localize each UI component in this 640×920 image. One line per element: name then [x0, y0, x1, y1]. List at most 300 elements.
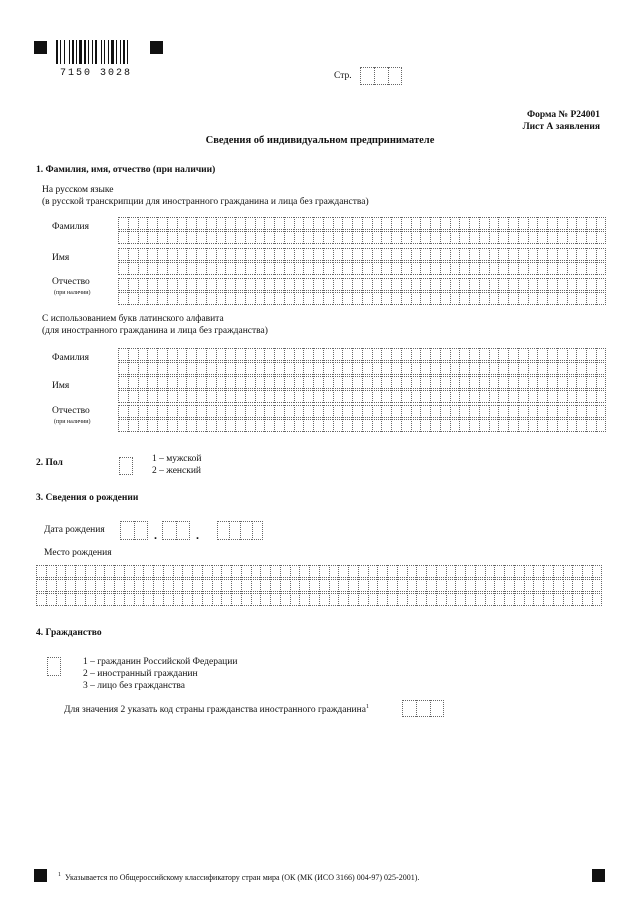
- input-cell[interactable]: [167, 292, 177, 305]
- input-cell[interactable]: [459, 376, 469, 389]
- input-cell[interactable]: [329, 579, 339, 592]
- input-cell[interactable]: [537, 348, 547, 361]
- input-cell[interactable]: [264, 217, 274, 230]
- input-cell[interactable]: [582, 579, 592, 592]
- input-cell[interactable]: [567, 278, 577, 291]
- input-cell[interactable]: [547, 217, 557, 230]
- input-cell[interactable]: [196, 419, 206, 432]
- input-cell[interactable]: [537, 262, 547, 275]
- input-cell[interactable]: [245, 292, 255, 305]
- input-cell[interactable]: [586, 419, 596, 432]
- input-cell[interactable]: [128, 362, 138, 375]
- input-cell[interactable]: [196, 362, 206, 375]
- input-cell[interactable]: [374, 67, 388, 85]
- input-cell[interactable]: [455, 565, 465, 578]
- input-cell[interactable]: [114, 593, 124, 606]
- input-cell[interactable]: [377, 565, 387, 578]
- input-cell[interactable]: [206, 248, 216, 261]
- input-cell[interactable]: [557, 348, 567, 361]
- input-cell[interactable]: [313, 262, 323, 275]
- input-cell[interactable]: [508, 376, 518, 389]
- input-cell[interactable]: [528, 292, 538, 305]
- input-cell[interactable]: [446, 579, 456, 592]
- input-cell[interactable]: [352, 292, 362, 305]
- input-cell[interactable]: [420, 262, 430, 275]
- input-cell[interactable]: [518, 292, 528, 305]
- input-cell[interactable]: [411, 292, 421, 305]
- input-cell[interactable]: [372, 217, 382, 230]
- input-cell[interactable]: [372, 348, 382, 361]
- input-cell[interactable]: [387, 579, 397, 592]
- input-cell[interactable]: [128, 262, 138, 275]
- input-cell[interactable]: [245, 278, 255, 291]
- input-cell[interactable]: [85, 593, 95, 606]
- input-cell[interactable]: [576, 390, 586, 403]
- input-cell[interactable]: [528, 231, 538, 244]
- input-cell[interactable]: [147, 217, 157, 230]
- input-cell[interactable]: [586, 405, 596, 418]
- input-cell[interactable]: [128, 248, 138, 261]
- input-cell[interactable]: [518, 376, 528, 389]
- input-cell[interactable]: [426, 565, 436, 578]
- input-cell[interactable]: [430, 292, 440, 305]
- input-cell[interactable]: [401, 248, 411, 261]
- input-cell[interactable]: [225, 217, 235, 230]
- input-cell[interactable]: [381, 390, 391, 403]
- input-cell[interactable]: [313, 248, 323, 261]
- input-cell[interactable]: [264, 376, 274, 389]
- ru-surname-field-line2[interactable]: [118, 231, 606, 244]
- input-cell[interactable]: [547, 390, 557, 403]
- input-cell[interactable]: [313, 362, 323, 375]
- input-cell[interactable]: [498, 231, 508, 244]
- input-cell[interactable]: [333, 217, 343, 230]
- input-cell[interactable]: [592, 579, 602, 592]
- input-cell[interactable]: [469, 405, 479, 418]
- input-cell[interactable]: [177, 348, 187, 361]
- input-cell[interactable]: [440, 292, 450, 305]
- input-cell[interactable]: [118, 348, 128, 361]
- input-cell[interactable]: [416, 579, 426, 592]
- input-cell[interactable]: [309, 579, 319, 592]
- input-cell[interactable]: [138, 348, 148, 361]
- input-cell[interactable]: [235, 248, 245, 261]
- input-cell[interactable]: [514, 579, 524, 592]
- input-cell[interactable]: [206, 405, 216, 418]
- input-cell[interactable]: [567, 419, 577, 432]
- input-cell[interactable]: [372, 405, 382, 418]
- input-cell[interactable]: [489, 292, 499, 305]
- input-cell[interactable]: [420, 248, 430, 261]
- input-cell[interactable]: [323, 419, 333, 432]
- input-cell[interactable]: [430, 362, 440, 375]
- input-cell[interactable]: [420, 419, 430, 432]
- input-cell[interactable]: [459, 262, 469, 275]
- input-cell[interactable]: [294, 217, 304, 230]
- input-cell[interactable]: [134, 565, 144, 578]
- ru-surname-field[interactable]: [118, 217, 606, 230]
- input-cell[interactable]: [167, 390, 177, 403]
- input-cell[interactable]: [147, 231, 157, 244]
- input-cell[interactable]: [221, 593, 231, 606]
- input-cell[interactable]: [596, 348, 606, 361]
- input-cell[interactable]: [489, 419, 499, 432]
- input-cell[interactable]: [36, 565, 46, 578]
- input-cell[interactable]: [235, 278, 245, 291]
- input-cell[interactable]: [270, 579, 280, 592]
- input-cell[interactable]: [333, 262, 343, 275]
- input-cell[interactable]: [479, 405, 489, 418]
- input-cell[interactable]: [303, 419, 313, 432]
- input-cell[interactable]: [411, 390, 421, 403]
- input-cell[interactable]: [225, 419, 235, 432]
- input-cell[interactable]: [225, 248, 235, 261]
- input-cell[interactable]: [138, 405, 148, 418]
- input-cell[interactable]: [563, 593, 573, 606]
- input-cell[interactable]: [147, 278, 157, 291]
- input-cell[interactable]: [157, 376, 167, 389]
- input-cell[interactable]: [255, 405, 265, 418]
- input-cell[interactable]: [401, 419, 411, 432]
- input-cell[interactable]: [128, 390, 138, 403]
- input-cell[interactable]: [479, 262, 489, 275]
- input-cell[interactable]: [147, 348, 157, 361]
- input-cell[interactable]: [528, 419, 538, 432]
- input-cell[interactable]: [518, 231, 528, 244]
- input-cell[interactable]: [186, 376, 196, 389]
- input-cell[interactable]: [128, 405, 138, 418]
- input-cell[interactable]: [479, 348, 489, 361]
- input-cell[interactable]: [245, 376, 255, 389]
- input-cell[interactable]: [270, 565, 280, 578]
- input-cell[interactable]: [216, 362, 226, 375]
- input-cell[interactable]: [518, 217, 528, 230]
- input-cell[interactable]: [489, 248, 499, 261]
- input-cell[interactable]: [586, 390, 596, 403]
- input-cell[interactable]: [284, 217, 294, 230]
- input-cell[interactable]: [440, 262, 450, 275]
- input-cell[interactable]: [303, 362, 313, 375]
- input-cell[interactable]: [543, 565, 553, 578]
- input-cell[interactable]: [294, 248, 304, 261]
- input-cell[interactable]: [553, 579, 563, 592]
- input-cell[interactable]: [319, 579, 329, 592]
- input-cell[interactable]: [255, 292, 265, 305]
- input-cell[interactable]: [124, 565, 134, 578]
- input-cell[interactable]: [235, 419, 245, 432]
- input-cell[interactable]: [508, 405, 518, 418]
- input-cell[interactable]: [221, 579, 231, 592]
- input-cell[interactable]: [440, 419, 450, 432]
- input-cell[interactable]: [557, 231, 567, 244]
- input-cell[interactable]: [553, 593, 563, 606]
- input-cell[interactable]: [313, 390, 323, 403]
- input-cell[interactable]: [284, 278, 294, 291]
- input-cell[interactable]: [596, 278, 606, 291]
- input-cell[interactable]: [489, 231, 499, 244]
- input-cell[interactable]: [225, 262, 235, 275]
- input-cell[interactable]: [489, 348, 499, 361]
- input-cell[interactable]: [157, 405, 167, 418]
- input-cell[interactable]: [225, 231, 235, 244]
- input-cell[interactable]: [245, 262, 255, 275]
- input-cell[interactable]: [202, 565, 212, 578]
- input-cell[interactable]: [528, 248, 538, 261]
- input-cell[interactable]: [157, 348, 167, 361]
- input-cell[interactable]: [553, 565, 563, 578]
- input-cell[interactable]: [508, 217, 518, 230]
- input-cell[interactable]: [294, 292, 304, 305]
- input-cell[interactable]: [163, 593, 173, 606]
- input-cell[interactable]: [450, 390, 460, 403]
- input-cell[interactable]: [596, 390, 606, 403]
- input-cell[interactable]: [323, 348, 333, 361]
- input-cell[interactable]: [342, 348, 352, 361]
- input-cell[interactable]: [391, 248, 401, 261]
- input-cell[interactable]: [303, 292, 313, 305]
- input-cell[interactable]: [567, 292, 577, 305]
- input-cell[interactable]: [157, 292, 167, 305]
- input-cell[interactable]: [255, 348, 265, 361]
- input-cell[interactable]: [596, 362, 606, 375]
- input-cell[interactable]: [479, 217, 489, 230]
- input-cell[interactable]: [128, 376, 138, 389]
- input-cell[interactable]: [134, 593, 144, 606]
- input-cell[interactable]: [206, 376, 216, 389]
- input-cell[interactable]: [582, 565, 592, 578]
- input-cell[interactable]: [426, 593, 436, 606]
- input-cell[interactable]: [47, 657, 61, 676]
- input-cell[interactable]: [255, 376, 265, 389]
- input-cell[interactable]: [225, 348, 235, 361]
- input-cell[interactable]: [436, 593, 446, 606]
- input-cell[interactable]: [157, 217, 167, 230]
- input-cell[interactable]: [284, 362, 294, 375]
- input-cell[interactable]: [118, 376, 128, 389]
- input-cell[interactable]: [294, 376, 304, 389]
- input-cell[interactable]: [430, 700, 444, 717]
- input-cell[interactable]: [186, 278, 196, 291]
- input-cell[interactable]: [294, 419, 304, 432]
- input-cell[interactable]: [494, 593, 504, 606]
- input-cell[interactable]: [528, 376, 538, 389]
- input-cell[interactable]: [323, 376, 333, 389]
- input-cell[interactable]: [206, 292, 216, 305]
- input-cell[interactable]: [85, 579, 95, 592]
- input-cell[interactable]: [411, 231, 421, 244]
- input-cell[interactable]: [362, 278, 372, 291]
- input-cell[interactable]: [489, 405, 499, 418]
- input-cell[interactable]: [255, 419, 265, 432]
- input-cell[interactable]: [114, 579, 124, 592]
- input-cell[interactable]: [143, 593, 153, 606]
- input-cell[interactable]: [319, 593, 329, 606]
- input-cell[interactable]: [537, 362, 547, 375]
- input-cell[interactable]: [206, 390, 216, 403]
- input-cell[interactable]: [537, 217, 547, 230]
- input-cell[interactable]: [196, 376, 206, 389]
- input-cell[interactable]: [489, 278, 499, 291]
- input-cell[interactable]: [479, 390, 489, 403]
- input-cell[interactable]: [401, 278, 411, 291]
- input-cell[interactable]: [420, 348, 430, 361]
- input-cell[interactable]: [372, 278, 382, 291]
- input-cell[interactable]: [313, 348, 323, 361]
- input-cell[interactable]: [319, 565, 329, 578]
- input-cell[interactable]: [537, 292, 547, 305]
- input-cell[interactable]: [518, 419, 528, 432]
- input-cell[interactable]: [557, 390, 567, 403]
- input-cell[interactable]: [290, 565, 300, 578]
- input-cell[interactable]: [118, 292, 128, 305]
- input-cell[interactable]: [440, 278, 450, 291]
- input-cell[interactable]: [284, 348, 294, 361]
- input-cell[interactable]: [128, 292, 138, 305]
- input-cell[interactable]: [498, 248, 508, 261]
- lat-patronymic-field-line2[interactable]: [118, 419, 606, 432]
- input-cell[interactable]: [186, 231, 196, 244]
- input-cell[interactable]: [173, 565, 183, 578]
- input-cell[interactable]: [557, 405, 567, 418]
- input-cell[interactable]: [411, 419, 421, 432]
- input-cell[interactable]: [338, 565, 348, 578]
- input-cell[interactable]: [547, 231, 557, 244]
- input-cell[interactable]: [352, 390, 362, 403]
- input-cell[interactable]: [186, 248, 196, 261]
- input-cell[interactable]: [430, 231, 440, 244]
- input-cell[interactable]: [391, 292, 401, 305]
- lat-name-field[interactable]: [118, 376, 606, 389]
- input-cell[interactable]: [586, 217, 596, 230]
- input-cell[interactable]: [118, 362, 128, 375]
- input-cell[interactable]: [430, 376, 440, 389]
- input-cell[interactable]: [196, 248, 206, 261]
- input-cell[interactable]: [557, 217, 567, 230]
- input-cell[interactable]: [469, 362, 479, 375]
- input-cell[interactable]: [134, 521, 148, 540]
- input-cell[interactable]: [514, 593, 524, 606]
- input-cell[interactable]: [596, 231, 606, 244]
- input-cell[interactable]: [245, 217, 255, 230]
- input-cell[interactable]: [313, 292, 323, 305]
- input-cell[interactable]: [212, 593, 222, 606]
- input-cell[interactable]: [508, 292, 518, 305]
- input-cell[interactable]: [450, 362, 460, 375]
- input-cell[interactable]: [206, 348, 216, 361]
- input-cell[interactable]: [245, 362, 255, 375]
- input-cell[interactable]: [255, 217, 265, 230]
- input-cell[interactable]: [36, 579, 46, 592]
- input-cell[interactable]: [167, 248, 177, 261]
- input-cell[interactable]: [469, 278, 479, 291]
- input-cell[interactable]: [518, 362, 528, 375]
- input-cell[interactable]: [270, 593, 280, 606]
- lat-patronymic-field[interactable]: [118, 405, 606, 418]
- input-cell[interactable]: [260, 565, 270, 578]
- input-cell[interactable]: [216, 419, 226, 432]
- input-cell[interactable]: [274, 419, 284, 432]
- input-cell[interactable]: [177, 231, 187, 244]
- input-cell[interactable]: [547, 278, 557, 291]
- input-cell[interactable]: [372, 419, 382, 432]
- input-cell[interactable]: [235, 348, 245, 361]
- input-cell[interactable]: [177, 405, 187, 418]
- input-cell[interactable]: [533, 565, 543, 578]
- input-cell[interactable]: [576, 362, 586, 375]
- input-cell[interactable]: [567, 376, 577, 389]
- input-cell[interactable]: [294, 348, 304, 361]
- input-cell[interactable]: [563, 579, 573, 592]
- input-cell[interactable]: [557, 278, 567, 291]
- input-cell[interactable]: [401, 376, 411, 389]
- input-cell[interactable]: [440, 348, 450, 361]
- input-cell[interactable]: [313, 419, 323, 432]
- input-cell[interactable]: [362, 292, 372, 305]
- input-cell[interactable]: [508, 419, 518, 432]
- input-cell[interactable]: [231, 579, 241, 592]
- input-cell[interactable]: [274, 405, 284, 418]
- input-cell[interactable]: [576, 278, 586, 291]
- input-cell[interactable]: [333, 248, 343, 261]
- birth-day-field[interactable]: [120, 521, 148, 540]
- input-cell[interactable]: [387, 565, 397, 578]
- input-cell[interactable]: [469, 248, 479, 261]
- input-cell[interactable]: [446, 593, 456, 606]
- input-cell[interactable]: [36, 593, 46, 606]
- input-cell[interactable]: [440, 376, 450, 389]
- input-cell[interactable]: [255, 248, 265, 261]
- input-cell[interactable]: [362, 390, 372, 403]
- input-cell[interactable]: [329, 593, 339, 606]
- input-cell[interactable]: [138, 231, 148, 244]
- input-cell[interactable]: [167, 278, 177, 291]
- input-cell[interactable]: [420, 217, 430, 230]
- input-cell[interactable]: [303, 248, 313, 261]
- input-cell[interactable]: [46, 579, 56, 592]
- input-cell[interactable]: [489, 362, 499, 375]
- input-cell[interactable]: [372, 231, 382, 244]
- input-cell[interactable]: [147, 390, 157, 403]
- input-cell[interactable]: [192, 593, 202, 606]
- input-cell[interactable]: [323, 248, 333, 261]
- input-cell[interactable]: [576, 262, 586, 275]
- input-cell[interactable]: [402, 700, 416, 717]
- lat-surname-field-line2[interactable]: [118, 362, 606, 375]
- input-cell[interactable]: [528, 348, 538, 361]
- input-cell[interactable]: [524, 593, 534, 606]
- input-cell[interactable]: [567, 390, 577, 403]
- input-cell[interactable]: [177, 390, 187, 403]
- input-cell[interactable]: [284, 390, 294, 403]
- input-cell[interactable]: [592, 565, 602, 578]
- input-cell[interactable]: [567, 231, 577, 244]
- input-cell[interactable]: [465, 579, 475, 592]
- input-cell[interactable]: [294, 405, 304, 418]
- input-cell[interactable]: [479, 376, 489, 389]
- input-cell[interactable]: [586, 278, 596, 291]
- input-cell[interactable]: [241, 565, 251, 578]
- input-cell[interactable]: [498, 390, 508, 403]
- input-cell[interactable]: [294, 278, 304, 291]
- input-cell[interactable]: [450, 248, 460, 261]
- input-cell[interactable]: [411, 278, 421, 291]
- input-cell[interactable]: [401, 292, 411, 305]
- input-cell[interactable]: [177, 248, 187, 261]
- input-cell[interactable]: [260, 579, 270, 592]
- input-cell[interactable]: [118, 231, 128, 244]
- input-cell[interactable]: [217, 521, 229, 540]
- input-cell[interactable]: [235, 262, 245, 275]
